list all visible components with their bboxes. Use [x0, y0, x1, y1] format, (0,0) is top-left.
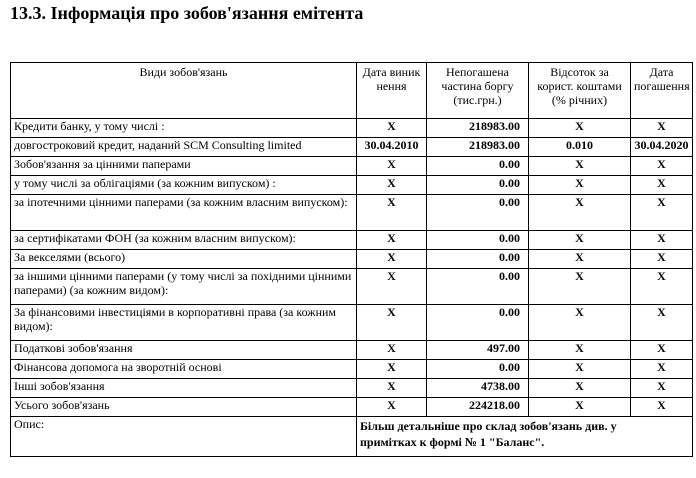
- row-origin-date: X: [357, 305, 427, 341]
- row-outstanding-debt: 0.00: [427, 231, 529, 250]
- row-description: Інші зобов'язання: [11, 379, 357, 398]
- row-origin-date: X: [357, 119, 427, 138]
- row-description: Усього зобов'язань: [11, 398, 357, 417]
- table-row: [11, 176, 693, 195]
- description-note-line-2: примітках к формі № 1 "Баланс".: [360, 435, 545, 449]
- row-outstanding-debt: 224218.00: [427, 398, 529, 417]
- row-repayment-date: X: [631, 360, 693, 379]
- row-description: за сертифікатами ФОН (за кожним власним випуском):: [11, 231, 357, 250]
- row-repayment-date: X: [631, 119, 693, 138]
- row-description: довгостроковий кредит, наданий SCM Consulting limited: [11, 138, 357, 157]
- row-description: Кредити банку, у тому числі :: [11, 119, 357, 138]
- row-outstanding-debt: 0.00: [427, 195, 529, 231]
- col-header-type: Види зобов'язань: [11, 63, 357, 119]
- row-outstanding-debt: 497.00: [427, 341, 529, 360]
- section-title: 13.3. Інформація про зобов'язання емітента: [10, 3, 364, 23]
- row-outstanding-debt: 0.00: [427, 176, 529, 195]
- row-repayment-date: X: [631, 305, 693, 341]
- row-repayment-date: X: [631, 231, 693, 250]
- row-description: Зобов'язання за цінними паперами: [11, 157, 357, 176]
- table-row: [11, 360, 693, 379]
- row-repayment-date: X: [631, 250, 693, 269]
- col-header-outstanding-debt: Непогашена частина боргу (тис.грн.): [427, 63, 529, 119]
- row-outstanding-debt: 218983.00: [427, 138, 529, 157]
- row-repayment-date: X: [631, 157, 693, 176]
- row-description: за іншими цінними паперами (у тому числі за похідними цінними паперами) (за кожним видом):: [11, 269, 357, 305]
- row-interest-rate: X: [529, 341, 631, 360]
- row-interest-rate: X: [529, 119, 631, 138]
- row-description: за іпотечними цінними паперами (за кожним власним випуском):: [11, 195, 357, 231]
- table-row: [11, 195, 693, 231]
- table-row: [11, 119, 693, 138]
- row-interest-rate: X: [529, 176, 631, 195]
- table-row: [11, 157, 693, 176]
- table-row: [11, 269, 693, 305]
- row-interest-rate: X: [529, 157, 631, 176]
- row-description: Фінансова допомога на зворотній основі: [11, 360, 357, 379]
- row-origin-date: X: [357, 360, 427, 379]
- row-interest-rate: X: [529, 269, 631, 305]
- row-interest-rate: 0.010: [529, 138, 631, 157]
- row-description: За фінансовими інвестиціями в корпоративні права (за кожним видом):: [11, 305, 357, 341]
- row-outstanding-debt: 4738.00: [427, 379, 529, 398]
- row-outstanding-debt: 0.00: [427, 305, 529, 341]
- row-repayment-date: X: [631, 341, 693, 360]
- col-header-origin-date: Дата виник нення: [357, 63, 427, 119]
- row-origin-date: X: [357, 398, 427, 417]
- row-repayment-date: X: [631, 195, 693, 231]
- table-row: [11, 231, 693, 250]
- footer-row: [11, 417, 693, 457]
- table-row: [11, 341, 693, 360]
- row-description: Податкові зобов'язання: [11, 341, 357, 360]
- table-row-total: [11, 398, 693, 417]
- col-header-repayment-date: Дата погашення: [631, 63, 693, 119]
- row-interest-rate: X: [529, 305, 631, 341]
- table-row: [11, 250, 693, 269]
- row-origin-date: X: [357, 176, 427, 195]
- row-interest-rate: X: [529, 398, 631, 417]
- row-interest-rate: X: [529, 250, 631, 269]
- row-origin-date: X: [357, 195, 427, 231]
- table-row: [11, 379, 693, 398]
- row-interest-rate: X: [529, 360, 631, 379]
- row-description: За векселями (всього): [11, 250, 357, 269]
- row-repayment-date: X: [631, 176, 693, 195]
- row-interest-rate: X: [529, 195, 631, 231]
- row-outstanding-debt: 218983.00: [427, 119, 529, 138]
- liabilities-table: [10, 62, 693, 457]
- description-note: [357, 417, 693, 457]
- row-interest-rate: X: [529, 231, 631, 250]
- row-repayment-date: 30.04.2020: [631, 138, 693, 157]
- description-label: Опис:: [11, 417, 357, 457]
- table-row: [11, 138, 693, 157]
- row-interest-rate: X: [529, 379, 631, 398]
- row-outstanding-debt: 0.00: [427, 250, 529, 269]
- row-description: у тому числі за облігаціями (за кожним випуском) :: [11, 176, 357, 195]
- row-outstanding-debt: 0.00: [427, 157, 529, 176]
- table-body: [11, 119, 693, 457]
- row-origin-date: 30.04.2010: [357, 138, 427, 157]
- description-note-line-1: Більш детальніше про склад зобов'язань див. у: [360, 419, 617, 433]
- row-outstanding-debt: 0.00: [427, 360, 529, 379]
- header-row: [11, 63, 693, 119]
- row-origin-date: X: [357, 379, 427, 398]
- row-outstanding-debt: 0.00: [427, 269, 529, 305]
- row-origin-date: X: [357, 231, 427, 250]
- row-repayment-date: X: [631, 398, 693, 417]
- row-origin-date: X: [357, 269, 427, 305]
- row-origin-date: X: [357, 341, 427, 360]
- col-header-interest-rate: Відсоток за корист. коштами (% річних): [529, 63, 631, 119]
- table-row: [11, 305, 693, 341]
- row-repayment-date: X: [631, 379, 693, 398]
- row-origin-date: X: [357, 250, 427, 269]
- row-origin-date: X: [357, 157, 427, 176]
- row-repayment-date: X: [631, 269, 693, 305]
